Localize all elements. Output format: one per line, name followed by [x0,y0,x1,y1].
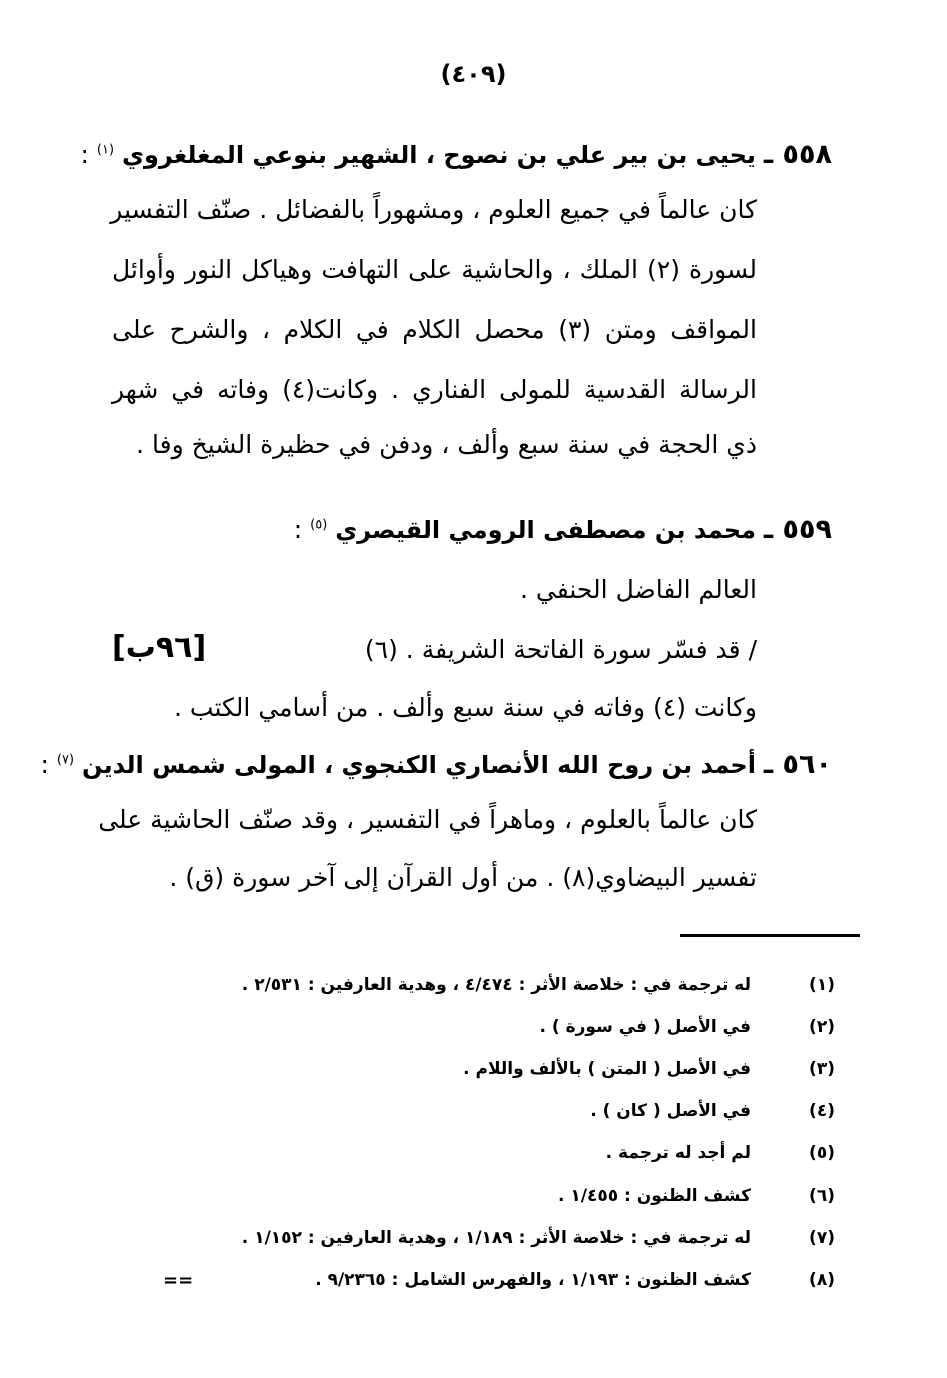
body-line: كان عالماً بالعلوم ، وماهراً في التفسير ، وقد صنّف الحاشية على [98,805,757,834]
entry-name: محمد بن مصطفى الرومي القيصري [335,516,756,544]
footnote-number: (٦) [809,1186,835,1206]
body-line: كان عالماً في جميع العلوم ، ومشهوراً بالفضائل . صنّف التفسير [110,195,757,224]
footnote-text: كشف الظنون : ١/١٩٣ ، والفهرس الشامل : ٩/٢٣٦٥ . [315,1270,751,1290]
entry-number: ٥٥٨ ـ [763,139,832,170]
entry-name: يحيى بن بير علي بن نصوح ، الشهير بنوعي المغلغروي [121,141,756,169]
footnote [235,1138,835,1168]
body-line: وكانت (٤) وفاته في سنة سبع وألف . من أسامي الكتب . [174,693,757,722]
footnote-number: (٥) [809,1143,835,1163]
footnote [235,1054,835,1084]
footnote-text: كشف الظنون : ١/٤٥٥ . [558,1186,751,1206]
body-line: تفسير البيضاوي(٨) . من أول القرآن إلى آخر سورة (ق) . [169,863,757,892]
body-line: المواقف ومتن (٣) محصل الكلام في الكلام ، والشرح على [112,315,757,344]
footnote-number: (١) [809,975,835,995]
footnote [235,1223,835,1253]
footnote-separator [680,934,860,937]
body-line: / قد فسّر سورة الفاتحة الشريفة . (٦) [364,635,757,664]
footnote-text: في الأصل ( المتن ) بالألف واللام . [463,1059,751,1079]
continuation-mark: == [163,1270,194,1291]
page-number: (٤٠٩) [440,60,507,88]
footnote [235,970,835,1000]
footnote [235,1096,835,1126]
footnote [235,1265,835,1295]
body-line: العالم الفاضل الحنفي . [520,575,757,604]
footnote [235,1012,835,1042]
footnote-text: في الأصل ( كان ) . [590,1101,751,1121]
folio-marker: [٩٦ب] [112,630,207,665]
entry-name: أحمد بن روح الله الأنصاري الكنجوي ، المولى شمس الدين [82,751,756,779]
footnote-ref: (١) [96,142,115,158]
body-line: الرسالة القدسية للمولى الفناري . وكانت(٤) وفاته في شهر [112,375,757,404]
body-line: لسورة (٢) الملك ، والحاشية على التهافت وهياكل النور وأوائل [112,255,757,284]
footnote-text: له ترجمة في : خلاصة الأثر : ٤/٤٧٤ ، وهدية العارفين : ٢/٥٣١ . [241,975,751,995]
entry-number: ٥٥٩ ـ [763,514,832,545]
footnote-number: (٢) [809,1017,835,1037]
entry-number: ٥٦٠ ـ [763,749,832,780]
body-line: ذي الحجة في سنة سبع وألف ، ودفن في حظيرة الشيخ وفا . [136,430,757,459]
footnote [235,1181,835,1211]
footnote-number: (٧) [809,1228,835,1248]
footnote-ref: (٧) [56,752,75,768]
footnote-text: في الأصل ( في سورة ) . [539,1017,751,1037]
entry-heading-558: ٥٥٨ ـ يحيى بن بير علي بن نصوح ، الشهير بنوعي المغلغروي $^{(١)}$ : [80,139,832,170]
footnote-text: له ترجمة في : خلاصة الأثر : ١/١٨٩ ، وهدية العارفين : ١/١٥٢ . [241,1228,751,1248]
footnote-ref: (٥) [310,517,328,533]
entry-heading-560: ٥٦٠ ـ أحمد بن روح الله الأنصاري الكنجوي ، المولى شمس الدين $^{(٧)}$ : [40,749,832,780]
entry-heading-559: ٥٥٩ ـ محمد بن مصطفى الرومي القيصري $^{(٥)}$ : [293,514,832,545]
footnote-text: لم أجد له ترجمة . [605,1143,751,1163]
footnote-number: (٣) [809,1059,835,1079]
footnote-number: (٨) [809,1270,835,1290]
footnote-number: (٤) [809,1101,835,1121]
